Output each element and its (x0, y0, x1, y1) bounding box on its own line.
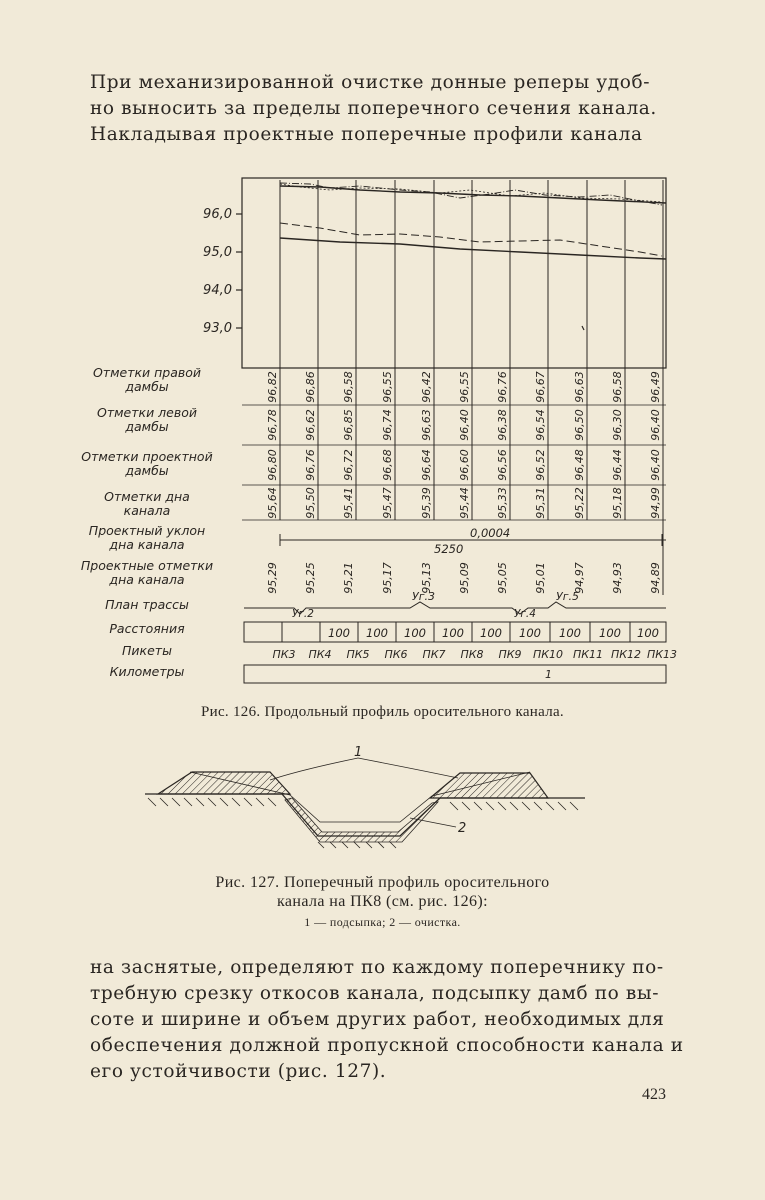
profile-value-design-bottom-values: 95,13 (420, 562, 433, 594)
picket-label: ПК12 (610, 648, 642, 661)
plan-label-ug4: Уг.4 (514, 608, 536, 620)
figure-126-caption: Рис. 126. Продольный профиль оросительного канала. (200, 704, 564, 720)
picket-labels (272, 648, 677, 661)
profile-value-left-dam-values: 96,54 (534, 409, 547, 441)
profile-value-right-dam-values: 96,86 (304, 371, 317, 403)
text-line: на заснятые, определяют по каждому поперечнику по- (90, 957, 664, 978)
slope-value: 0,0004 (470, 526, 511, 540)
plan-label-ug3: Уг.3 (412, 590, 435, 603)
slope-length: 5250 (434, 542, 464, 556)
profile-value-left-dam-values: 96,63 (420, 409, 433, 441)
picket-label: ПК6 (384, 648, 408, 661)
picket-label: ПК13 (646, 648, 678, 661)
distance-value: 100 (637, 626, 659, 640)
row-label-plan: План трассы (105, 597, 189, 612)
figure-127-legend: 1 — подсыпка; 2 — очистка. (304, 915, 461, 929)
bottom-paragraph (90, 955, 684, 1085)
profile-value-design-bottom-values: 95,09 (458, 562, 471, 594)
profile-value-design-dam-values: 96,48 (573, 449, 586, 481)
profile-value-design-dam-values: 96,40 (649, 449, 662, 481)
profile-value-right-dam-values: 96,42 (420, 371, 433, 403)
profile-value-design-dam-values: 96,60 (458, 449, 471, 481)
profile-value-right-dam-values: 96,67 (534, 371, 547, 403)
picket-label: ПК3 (272, 648, 296, 661)
distance-value: 100 (480, 626, 502, 640)
plan-label-ug5: Уг.5 (556, 590, 579, 603)
profile-value-right-dam-values: 96,55 (458, 371, 471, 403)
profile-value-left-dam-values: 96,85 (342, 409, 355, 441)
profile-value-design-bottom-values: 95,17 (381, 562, 394, 594)
picket-label: ПК5 (346, 648, 370, 661)
callout-1: 1 (354, 745, 363, 760)
text-line: требную срезку откосов канала, подсыпку дамб по вы- (90, 983, 660, 1004)
distance-cells (282, 622, 659, 642)
row-label-right-dam: Отметки правой дамбы (92, 365, 202, 394)
profile-value-right-dam-values: 96,55 (381, 371, 394, 403)
profile-value-design-dam-values: 96,56 (496, 449, 509, 481)
axis-label-93: 93,0 (203, 321, 232, 336)
profile-value-left-dam-values: 96,30 (611, 409, 624, 441)
profile-value-design-bottom-values: 95,21 (342, 562, 355, 594)
plan-label-ug2: Уг.2 (292, 608, 314, 620)
distance-value: 100 (559, 626, 581, 640)
kilometer-value: 1 (545, 668, 552, 681)
profile-value-left-dam-values: 96,40 (458, 409, 471, 441)
profile-value-design-bottom-values: 95,29 (266, 562, 279, 594)
profile-value-bottom-values: 95,39 (420, 487, 433, 519)
picket-label: ПК9 (498, 648, 522, 661)
picket-label: ПК8 (460, 648, 484, 661)
text-line: его устойчивости (рис. 127). (90, 1061, 387, 1082)
profile-value-design-dam-values: 96,52 (534, 449, 547, 481)
axis-label-96: 96,0 (203, 207, 232, 222)
picket-label: ПК7 (422, 648, 446, 661)
profile-value-design-bottom-values: 95,05 (496, 562, 509, 594)
figure-127-caption (110, 873, 655, 932)
profile-value-right-dam-values: 96,58 (611, 371, 624, 403)
row-label-slope: Проектный уклон дна канала (88, 523, 206, 552)
row-label-pickets: Пикеты (122, 643, 172, 658)
profile-value-left-dam-values: 96,78 (266, 409, 279, 441)
cross-section-drawing (0, 730, 765, 850)
profile-value-design-bottom-values: 94,93 (611, 562, 624, 594)
distance-value: 100 (519, 626, 541, 640)
profile-value-right-dam-values: 96,63 (573, 371, 586, 403)
text-line: При механизированной очистке донные реперы удоб- (90, 72, 651, 93)
profile-value-bottom-values: 95,31 (534, 487, 547, 519)
distance-value: 100 (442, 626, 464, 640)
profile-value-left-dam-values: 96,50 (573, 409, 586, 441)
picket-label: ПК11 (572, 648, 604, 661)
text-line: Накладывая проектные поперечные профили канала (90, 124, 643, 145)
profile-value-design-bottom-values: 94,97 (573, 562, 586, 594)
profile-value-left-dam-values: 96,62 (304, 409, 317, 441)
profile-value-design-bottom-values: 95,01 (534, 562, 547, 594)
profile-value-design-dam-values: 96,68 (381, 449, 394, 481)
profile-value-bottom-values: 95,50 (304, 487, 317, 519)
profile-value-right-dam-values: 96,58 (342, 371, 355, 403)
figure-127-caption-line2: канала на ПК8 (см. рис. 126): (276, 893, 488, 910)
profile-value-bottom-values: 95,33 (496, 487, 509, 519)
profile-value-bottom-values: 95,64 (266, 487, 279, 519)
row-label-distances: Расстояния (109, 621, 185, 636)
row-label-design-bottom: Проектные отметки дна канала (80, 558, 214, 587)
callout-2: 2 (458, 821, 467, 836)
profile-value-bottom-values: 95,41 (342, 487, 355, 519)
distance-value: 100 (366, 626, 388, 640)
profile-value-design-dam-values: 96,76 (304, 449, 317, 481)
profile-value-design-dam-values: 96,64 (420, 449, 433, 481)
axis-label-94: 94,0 (203, 283, 232, 298)
row-label-design-dam: Отметки проектной дамбы (81, 449, 213, 478)
profile-value-bottom-values: 95,47 (381, 487, 394, 519)
profile-value-design-bottom-values: 95,25 (304, 562, 317, 594)
profile-value-design-dam-values: 96,72 (342, 449, 355, 481)
figure-127-caption-line1: Рис. 127. Поперечный профиль оросительного (215, 874, 550, 891)
picket-label: ПК10 (532, 648, 564, 661)
profile-value-design-dam-values: 96,80 (266, 449, 279, 481)
profile-value-design-dam-values: 96,44 (611, 449, 624, 481)
text-line: обеспечения должной пропускной способности канала и (90, 1035, 684, 1056)
profile-value-left-dam-values: 96,74 (381, 409, 394, 441)
profile-value-right-dam-values: 96,76 (496, 371, 509, 403)
profile-value-right-dam-values: 96,82 (266, 371, 279, 403)
profile-value-bottom-values: 95,18 (611, 487, 624, 519)
profile-value-bottom-values: 95,22 (573, 487, 586, 519)
profile-value-bottom-values: 95,44 (458, 487, 471, 519)
profile-value-left-dam-values: 96,38 (496, 409, 509, 441)
axis-label-95: 95,0 (203, 245, 232, 260)
distance-value: 100 (599, 626, 621, 640)
text-line: соте и ширине и объем других работ, необходимых для (90, 1009, 665, 1030)
profile-value-bottom-values: 94,99 (649, 487, 662, 519)
row-label-kilometers: Километры (109, 664, 185, 679)
row-label-left-dam: Отметки левой дамбы (97, 405, 197, 434)
text-line: но выносить за пределы поперечного сечения канала. (90, 98, 657, 119)
distance-value: 100 (328, 626, 350, 640)
distance-value: 100 (404, 626, 426, 640)
page-number: 423 (642, 1086, 666, 1103)
profile-value-left-dam-values: 96,40 (649, 409, 662, 441)
picket-label: ПК4 (308, 648, 332, 661)
profile-value-design-bottom-values: 94,89 (649, 562, 662, 594)
profile-value-right-dam-values: 96,49 (649, 371, 662, 403)
row-label-bottom: Отметки дна канала (104, 489, 190, 518)
